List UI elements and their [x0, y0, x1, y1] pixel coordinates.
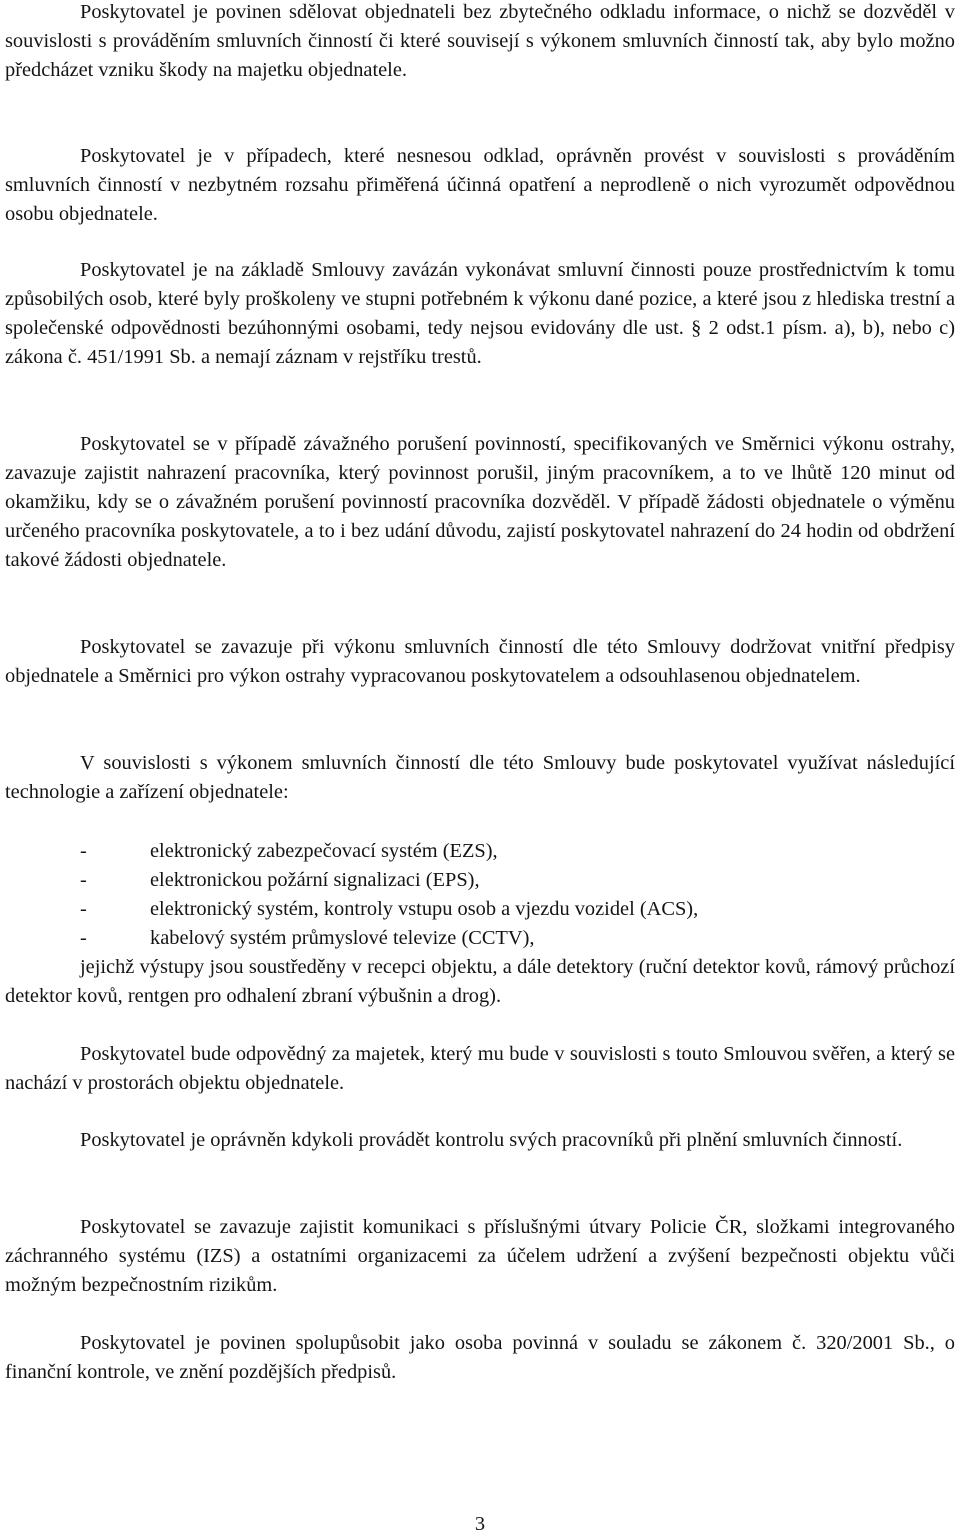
- paragraph-worker-replacement: Poskytovatel se v případě závažného porušení povinností, specifikovaných ve Směrnici výkonu ostrahy, zavazuje zajistit nahrazení pracovníka, který povinnost porušil, jiným pracovníkem, a to ve lhůtě 120 minut od okamžiku, kdy se o závažném porušení povinností pracovníka dozvěděl. V případě žádosti objednatele o výměnu určeného pracovníka poskytovatele, a to i bez udání důvodu, zajistí poskytovatel nahrazení do 24 hodin od obdržení takové žádosti objednatele.: [5, 433, 955, 571]
- list-item-text: elektronickou požární signalizaci (EPS),: [150, 869, 480, 891]
- page-number: 3: [474, 1513, 486, 1535]
- list-item-text: kabelový systém průmyslové televize (CCTV),: [150, 927, 535, 949]
- list-item: [5, 837, 955, 866]
- paragraph-inspection-right: Poskytovatel je oprávněn kdykoli provádět kontrolu svých pracovníků při plnění smluvních činností.: [80, 1129, 903, 1151]
- technology-list: [5, 837, 955, 953]
- paragraph-qualified-persons: Poskytovatel je na základě Smlouvy zavázán vykonávat smluvní činnosti pouze prostřednictvím k tomu způsobilých osob, které byly proškoleny ve stupni potřebném k výkonu dané pozice, a které jsou z hlediska trestní a společenské odpovědnosti bezúhonnými osobami, tedy nejsou evidovány dle ust. § 2 odst.1 písm. a), b), nebo c) zákona č. 451/1991 Sb. a nemají záznam v rejstříku trestů.: [5, 259, 955, 368]
- list-item: [5, 895, 955, 924]
- paragraph-internal-rules: Poskytovatel se zavazuje při výkonu smluvních činností dle této Smlouvy dodržovat vnitřní předpisy objednatele a Směrnici pro výkon ostrahy vypracovanou poskytovatelem a odsouhlasenou objednatelem.: [5, 636, 955, 687]
- paragraph-property-liability: Poskytovatel bude odpovědný za majetek, který mu bude v souvislosti s touto Smlouvou svěřen, a který se nachází v prostorách objektu objednatele.: [5, 1043, 955, 1094]
- paragraph-financial-control: Poskytovatel je povinen spolupůsobit jako osoba povinná v souladu se zákonem č. 320/2001 Sb., o finanční kontrole, ve znění pozdějších předpisů.: [5, 1332, 955, 1383]
- paragraph-urgent-measures: Poskytovatel je v případech, které nesnesou odklad, oprávněn provést v souvislosti s prováděním smluvních činností v nezbytném rozsahu přiměřená účinná opatření a neprodleně o nich vyrozumět odpovědnou osobu objednatele.: [5, 145, 955, 225]
- paragraph-technology-intro: V souvislosti s výkonem smluvních činností dle této Smlouvy bude poskytovatel využívat následující technologie a zařízení objednatele:: [5, 752, 955, 803]
- list-item-text: elektronický systém, kontroly vstupu osob a vjezdu vozidel (ACS),: [150, 898, 699, 920]
- list-item: [5, 866, 955, 895]
- list-bullet: -: [80, 869, 87, 891]
- list-bullet: -: [80, 840, 87, 862]
- paragraph-reporting-obligation: Poskytovatel je povinen sdělovat objednateli bez zbytečného odkladu informace, o nichž se dozvěděl v souvislosti s prováděním smluvních činností či které souvisejí s výkonem smluvních činností tak, aby bylo možno předcházet vzniku škody na majetku objednatele.: [5, 1, 955, 81]
- paragraph-list-continuation: jejichž výstupy jsou soustředěny v recepci objektu, a dále detektory (ruční detektor kovů, rámový průchozí detektor kovů, rentgen pro odhalení zbraní výbušnin a drog).: [5, 956, 955, 1007]
- list-item: [5, 924, 955, 953]
- list-bullet: -: [80, 898, 87, 920]
- list-bullet: -: [80, 927, 87, 949]
- list-item-text: elektronický zabezpečovací systém (EZS),: [150, 840, 498, 862]
- paragraph-police-communication: Poskytovatel se zavazuje zajistit komunikaci s příslušnými útvary Policie ČR, složkami integrovaného záchranného systému (IZS) a ostatními organizacemi za účelem udržení a zvýšení bezpečnosti objektu vůči možným bezpečnostním rizikům.: [5, 1216, 955, 1296]
